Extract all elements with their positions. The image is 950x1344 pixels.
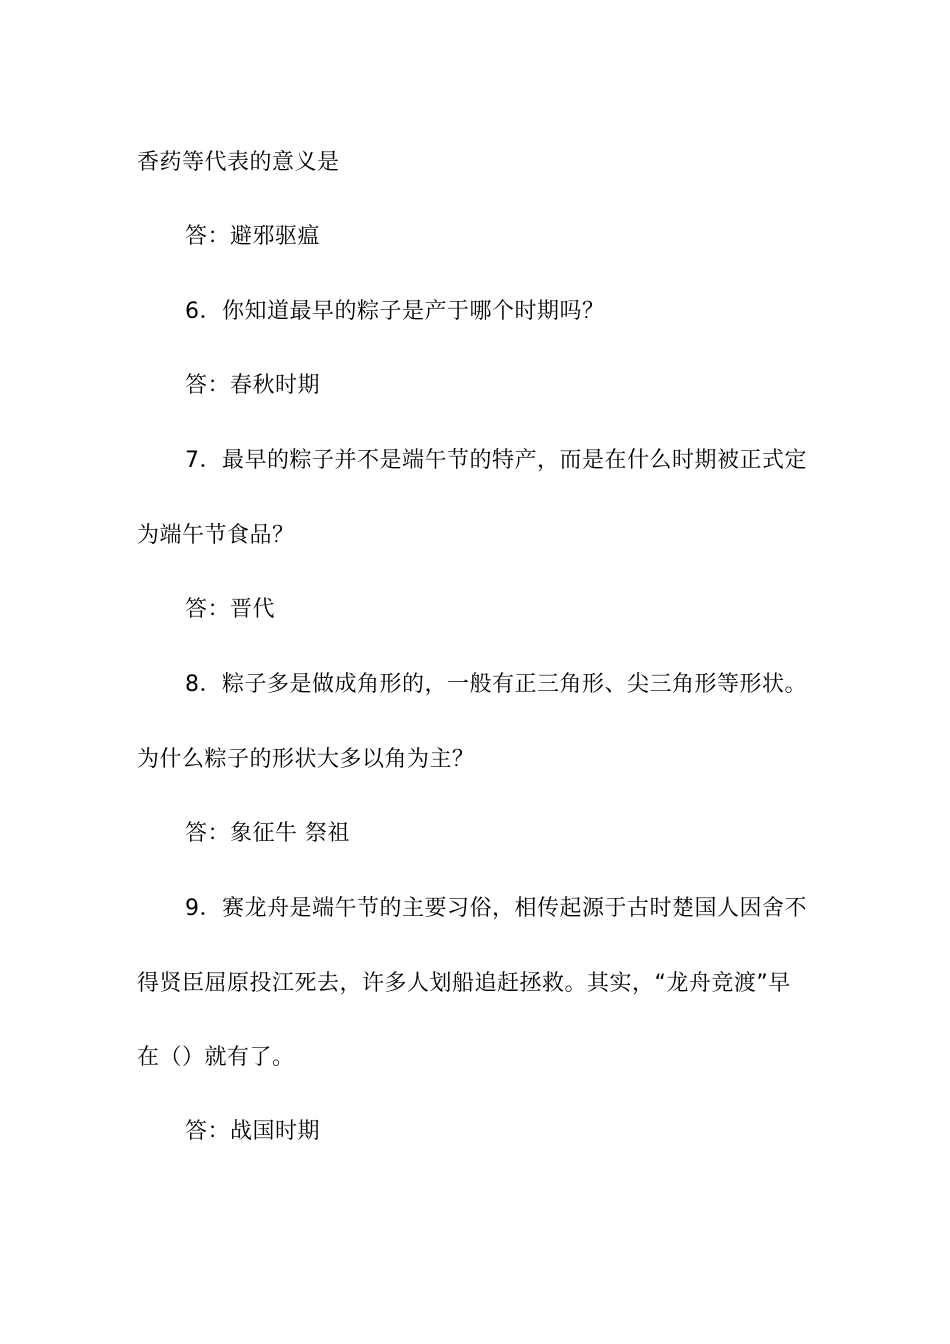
question-line: 8．粽子多是做成角形的，一般有正三角形、尖三角形等形状。 <box>185 672 807 697</box>
answer-line: 答：晋代 <box>185 597 276 622</box>
question-line: 7．最早的粽子并不是端午节的特产，而是在什么时期被正式定 <box>185 448 807 473</box>
answer-line: 答：战国时期 <box>185 1119 321 1144</box>
question-line-continuation: 在（）就有了。 <box>137 1045 295 1070</box>
question-line-continuation: 得贤臣屈原投江死去，许多人划船追赶拯救。其实，“龙舟竞渡”早 <box>137 971 791 996</box>
question-line: 6．你知道最早的粽子是产于哪个时期吗？ <box>185 299 605 324</box>
question-line-continuation: 为端午节食品？ <box>137 523 295 548</box>
answer-line: 答：避邪驱瘟 <box>185 224 321 249</box>
answer-line: 答：春秋时期 <box>185 373 321 398</box>
question-line: 9．赛龙舟是端午节的主要习俗，相传起源于古时楚国人因舍不 <box>185 896 807 921</box>
text-line-continuation: 香药等代表的意义是 <box>137 150 340 175</box>
answer-line: 答：象征牛 祭祖 <box>185 821 350 846</box>
question-line-continuation: 为什么粽子的形状大多以角为主？ <box>137 747 475 772</box>
